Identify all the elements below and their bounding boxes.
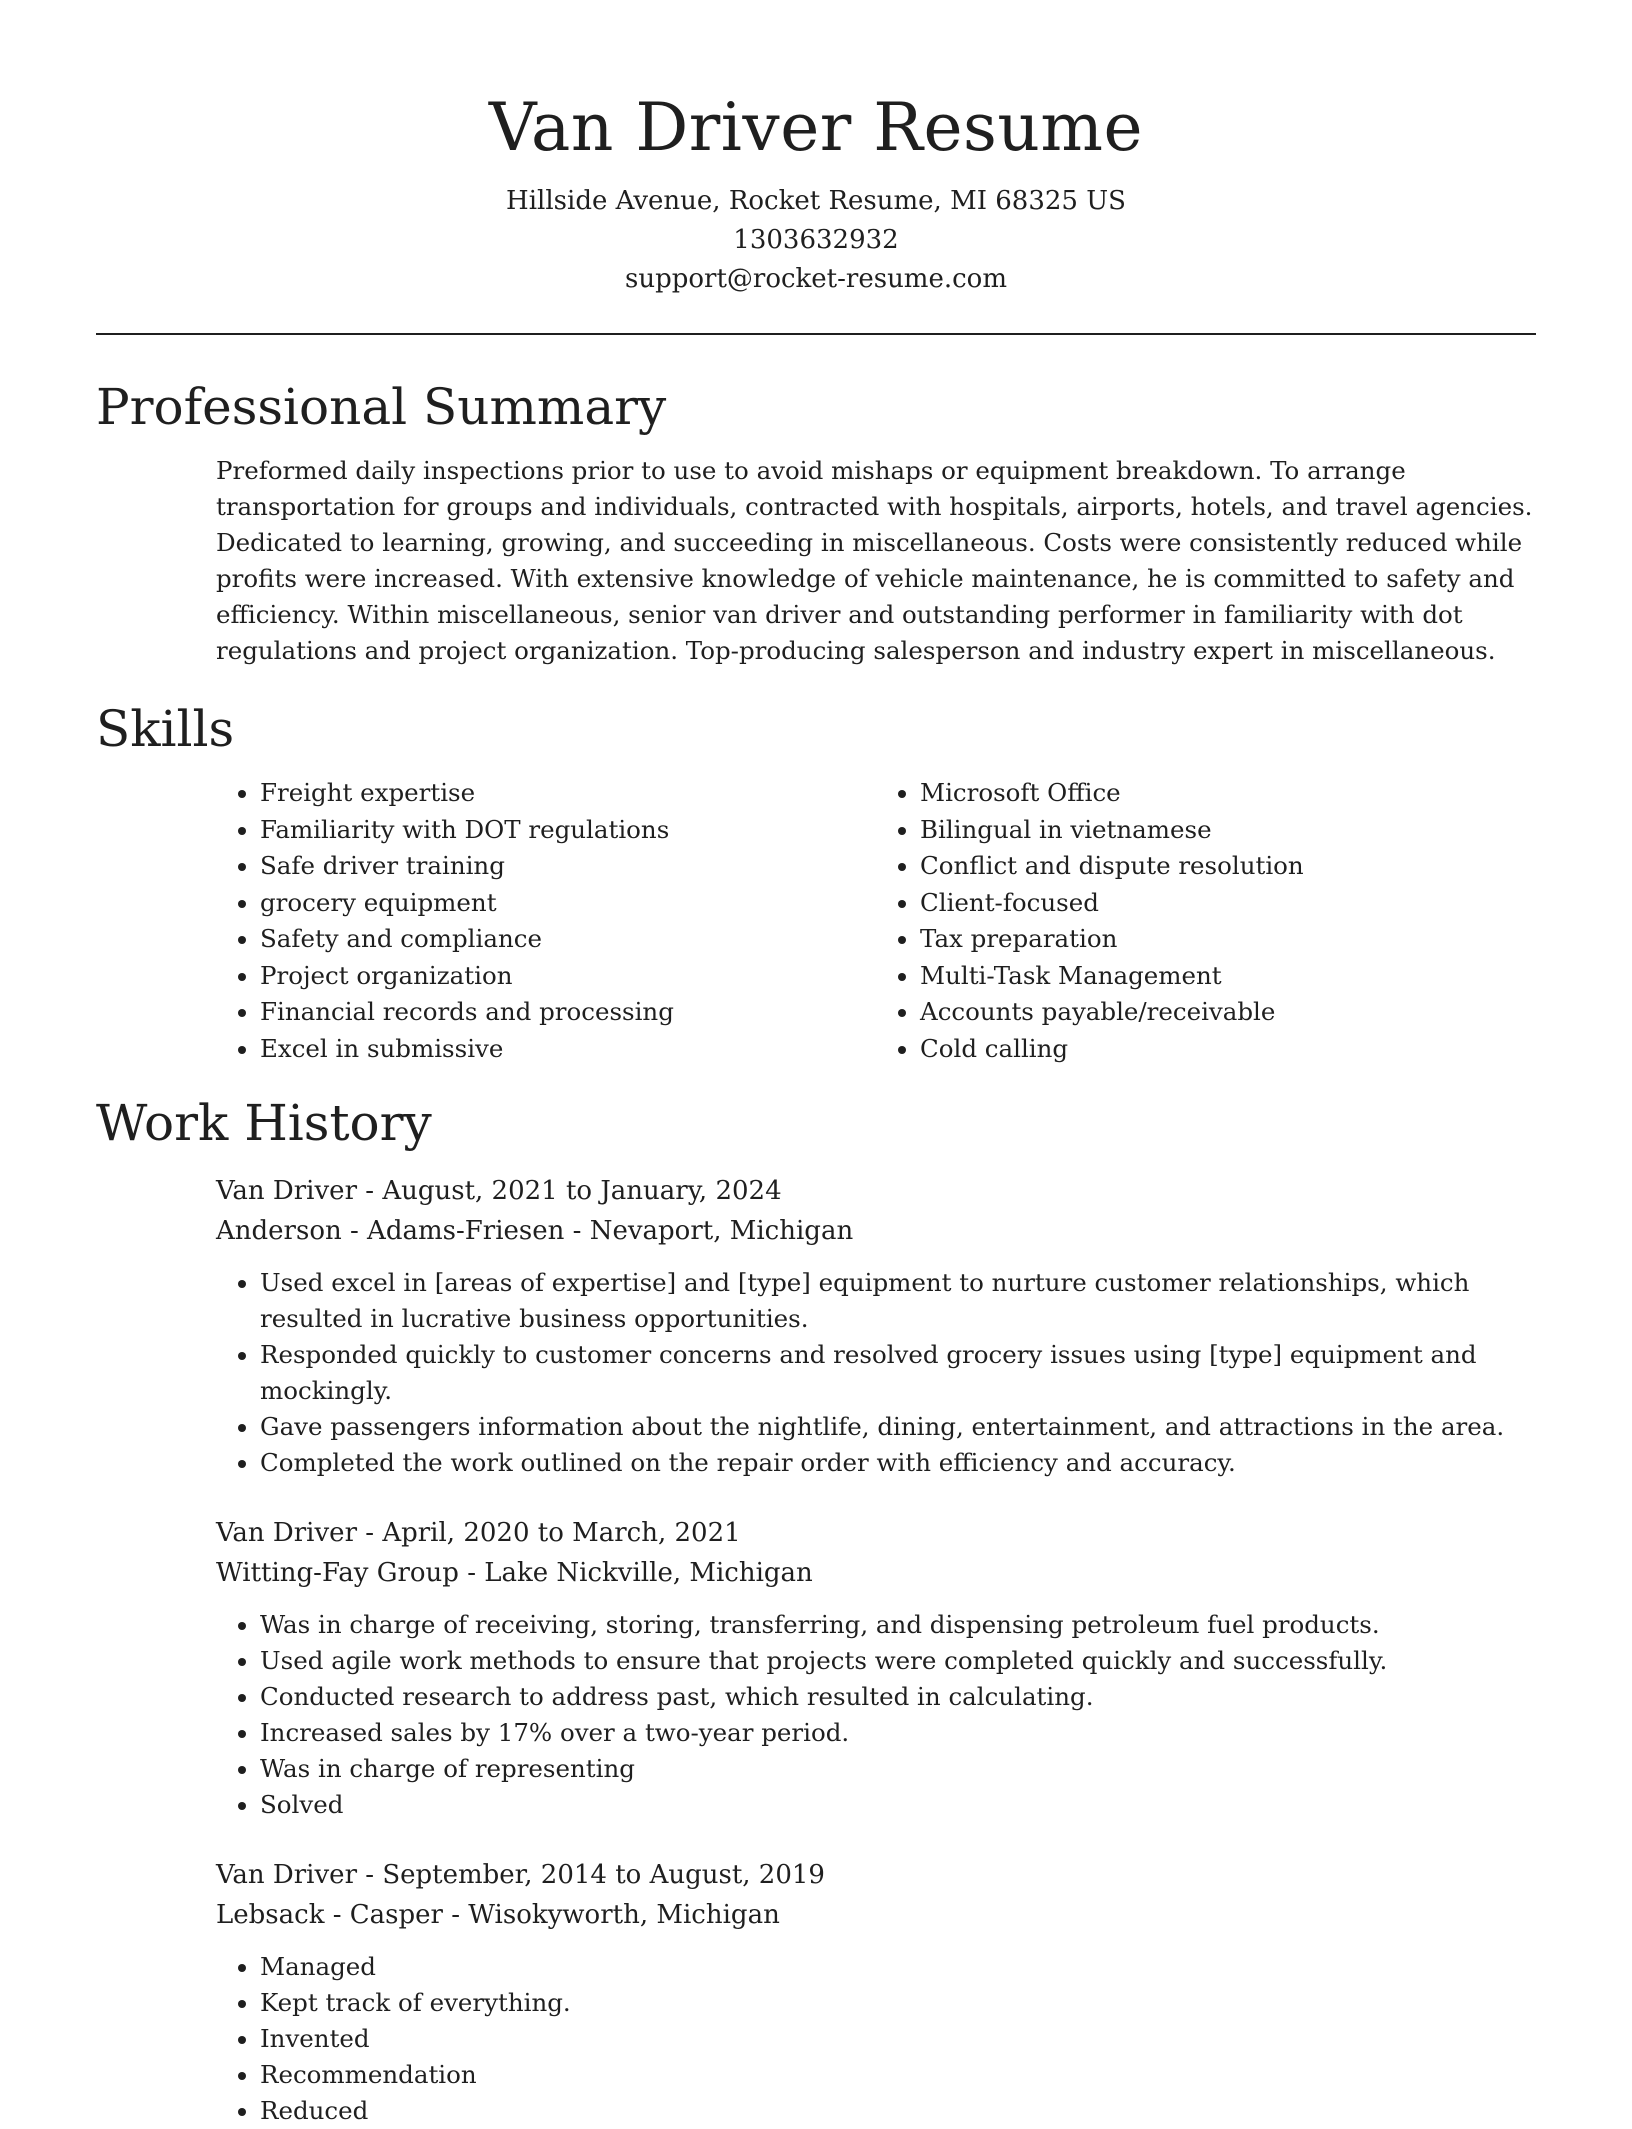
job-company: Lebsack - Casper: [216, 1900, 443, 1930]
job-duties: [216, 1607, 1536, 1823]
skill-item: • Familiarity with DOT regulations: [260, 812, 876, 849]
skill-item: • Conflict and dispute resolution: [920, 848, 1536, 885]
skill-item: • Tax preparation: [920, 921, 1536, 958]
skill-item: • Freight expertise: [260, 775, 876, 812]
resume-title: Van Driver Resume: [488, 89, 1144, 166]
job-title-line: [216, 1171, 1536, 1211]
job-company-line: [216, 1211, 1536, 1251]
job-duties: [216, 1265, 1536, 1481]
job-location: - Nevaport, Michigan: [564, 1216, 854, 1246]
skill-item: • Accounts payable/receivable: [920, 994, 1536, 1031]
skill-item: • Microsoft Office: [920, 775, 1536, 812]
job-duty: • Gave passengers information about the nightlife, dining, entertainment, and attractions in the area.: [260, 1409, 1536, 1445]
job-duty: • Reduced: [260, 2093, 1536, 2129]
job-location: - Lake Nickville, Michigan: [458, 1558, 813, 1588]
job-location: - Wisokyworth, Michigan: [442, 1900, 780, 1930]
header-divider: [96, 333, 1536, 335]
work-history-heading: Work History: [96, 1094, 432, 1152]
job-duty: • Recommendation: [260, 2057, 1536, 2093]
job-duty: • Used excel in [areas of expertise] and [type] equipment to nurture customer relationships, which resulted in lucrative business opportunities.: [260, 1265, 1536, 1337]
phone: 1303632932: [733, 225, 899, 255]
job-role: Van Driver: [216, 1518, 357, 1548]
job-duty: • Responded quickly to customer concerns and resolved grocery issues using [type] equipment and mockingly.: [260, 1337, 1536, 1409]
job-duty: • Increased sales by 17% over a two-year period.: [260, 1715, 1536, 1751]
job-dates: - September, 2014 to August, 2019: [357, 1860, 825, 1890]
job-title-line: [216, 1513, 1536, 1553]
job-company-line: [216, 1553, 1536, 1593]
job-duty: • Was in charge of representing: [260, 1751, 1536, 1787]
job-dates: - August, 2021 to January, 2024: [357, 1176, 782, 1206]
job-duties: [216, 1949, 1536, 2129]
skill-item: • Multi-Task Management: [920, 958, 1536, 995]
job-duty: • Used agile work methods to ensure that projects were completed quickly and successfully.: [260, 1643, 1536, 1679]
job-title-line: [216, 1855, 1536, 1895]
job-duty: • Was in charge of receiving, storing, transferring, and dispensing petroleum fuel products.: [260, 1607, 1536, 1643]
resume-page: [96, 0, 1536, 2125]
job-duty: • Managed: [260, 1949, 1536, 1985]
skill-item: • Excel in submissive: [260, 1031, 876, 1068]
summary-text: Preformed daily inspections prior to use to avoid mishaps or equipment breakdown. To arrange transportation for groups and individuals, contracted with hospitals, airports, hotels, and travel agencies. Dedicated to learning, growing, and succeeding in miscellaneous. Costs were consistently reduced while profits were increased. With extensive knowledge of vehicle maintenance, he is committed to safety and efficiency. Within miscellaneous, senior van driver and outstanding performer in familiarity with dot regulations and project organization. Top-producing salesperson and industry expert in miscellaneous.: [216, 456, 1533, 665]
skill-item: • Safe driver training: [260, 848, 876, 885]
skills-heading: Skills: [96, 700, 235, 758]
email: support@rocket-resume.com: [624, 264, 1007, 294]
resume-header: [96, 0, 1536, 299]
job-entry: [216, 1171, 1536, 1481]
skills-column-left: [216, 775, 876, 1067]
job-company: Anderson - Adams-Friesen: [216, 1216, 565, 1246]
skills-column-right: [876, 775, 1536, 1067]
summary-heading: Professional Summary: [96, 378, 667, 436]
skill-item: • Project organization: [260, 958, 876, 995]
job-role: Van Driver: [216, 1860, 357, 1890]
skill-item: • Bilingual in vietnamese: [920, 812, 1536, 849]
skill-item: • Safety and compliance: [260, 921, 876, 958]
job-entry: [216, 1513, 1536, 1823]
job-role: Van Driver: [216, 1176, 357, 1206]
skill-item: • Cold calling: [920, 1031, 1536, 1068]
job-duty: • Conducted research to address past, which resulted in calculating.: [260, 1679, 1536, 1715]
address: Hillside Avenue, Rocket Resume, MI 68325 US: [506, 186, 1126, 216]
job-company: Witting-Fay Group: [216, 1558, 459, 1588]
job-company-line: [216, 1895, 1536, 1935]
skills-list: [216, 775, 1536, 1067]
job-duty: • Kept track of everything.: [260, 1985, 1536, 2021]
job-dates: - April, 2020 to March, 2021: [357, 1518, 741, 1548]
job-duty: • Completed the work outlined on the repair order with efficiency and accuracy.: [260, 1445, 1536, 1481]
job-duty: • Invented: [260, 2021, 1536, 2057]
job-entry: [216, 1855, 1536, 2129]
skill-item: • Client-focused: [920, 885, 1536, 922]
skill-item: • Financial records and processing: [260, 994, 876, 1031]
contact-info: [96, 182, 1536, 299]
job-duty: • Solved: [260, 1787, 1536, 1823]
skill-item: • grocery equipment: [260, 885, 876, 922]
